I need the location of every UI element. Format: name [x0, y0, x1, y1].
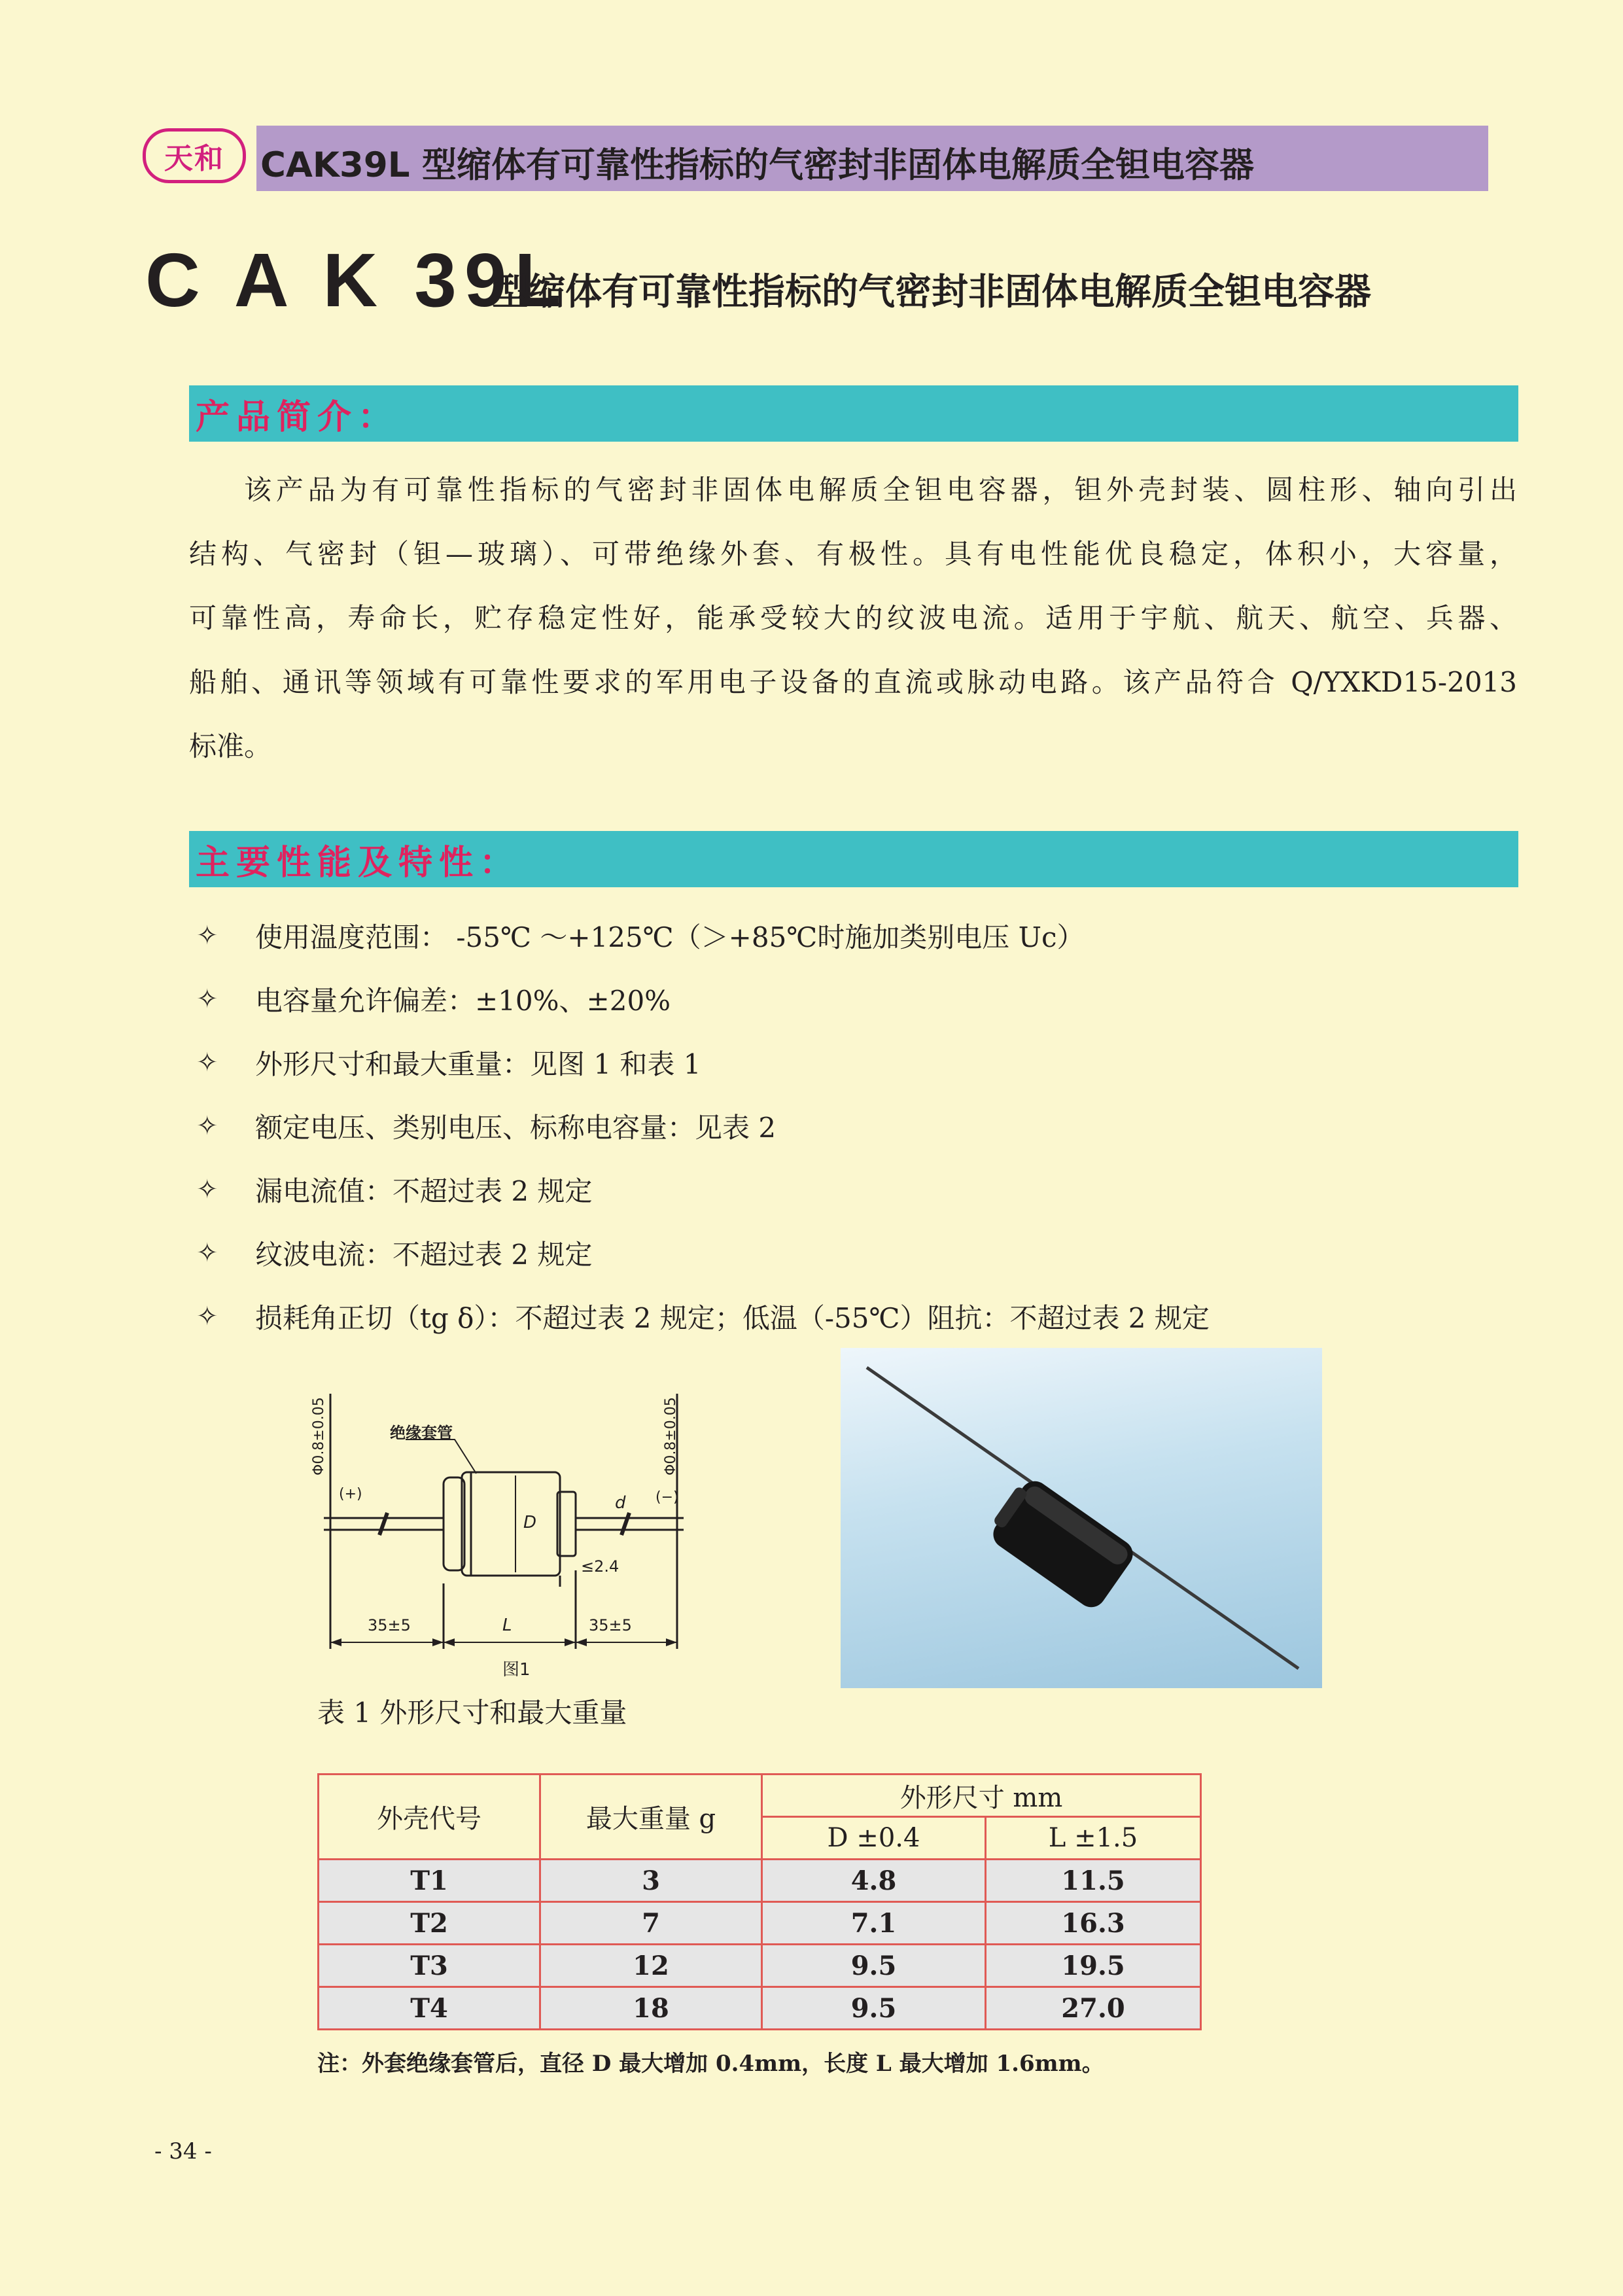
header-band-title: CAK39L 型缩体有可靠性指标的气密封非固体电解质全钽电容器: [260, 145, 1254, 185]
intro-paragraph: [189, 458, 1517, 779]
feature-item: ✧ 电容量允许偏差：±10%、±20%: [196, 984, 671, 1017]
table-row: T1 3 4.8 11.5: [319, 1860, 1201, 1902]
table-row: T4 18 9.5 27.0: [319, 1987, 1201, 2030]
figure-caption: 图1: [502, 1660, 531, 1680]
table-row: T3 12 9.5 19.5: [319, 1945, 1201, 1987]
features-heading: 主要性能及特性：: [196, 842, 521, 883]
product-title: 型缩体有可靠性指标的气密封非固体电解质全钽电容器: [492, 271, 1371, 313]
dimensions-table: [317, 1773, 1202, 2030]
intro-heading: 产品简介：: [196, 397, 399, 437]
table-row: T2 7 7.1 16.3: [319, 1902, 1201, 1945]
dimension-drawing: [307, 1368, 700, 1695]
lead-length-right: 35±5: [589, 1616, 632, 1634]
bullet-icon: ✧: [196, 1111, 218, 1141]
bullet-icon: ✧: [196, 1048, 218, 1078]
feature-item: ✧ 外形尺寸和最大重量：见图 1 和表 1: [196, 1048, 701, 1080]
intro-line: 船舶、通讯等领域有可靠性要求的军用电子设备的直流或脉动电路。该产品符合 Q/YXKD15-2013: [189, 666, 1517, 698]
gap-label: ≤2.4: [581, 1557, 620, 1576]
logo-text: 天和: [164, 142, 224, 175]
features-heading-band: [189, 831, 1518, 887]
negative-mark: (−): [655, 1489, 679, 1506]
lead-d-label: d: [615, 1493, 626, 1513]
bullet-icon: ✧: [196, 1174, 218, 1205]
lead-length-left: 35±5: [368, 1616, 411, 1634]
bullet-icon: ✧: [196, 921, 218, 951]
lead-diameter-left: Φ0.8±0.05: [311, 1397, 327, 1475]
bullet-icon: ✧: [196, 984, 218, 1014]
product-photo: [841, 1348, 1322, 1688]
bullet-icon: ✧: [196, 1238, 218, 1268]
intro-heading-band: [189, 385, 1518, 442]
header-weight: 最大重量 g: [540, 1775, 762, 1860]
intro-line: 可靠性高，寿命长，贮存稳定性好，能承受较大的纹波电流。适用于宇航、航天、航空、兵器、: [189, 602, 1517, 634]
header-dims: 外形尺寸 mm: [762, 1775, 1201, 1817]
capacitor-photo-illustration: [841, 1348, 1322, 1688]
intro-line: 标准。: [189, 730, 272, 762]
company-logo: [143, 128, 246, 183]
header-case: 外壳代号: [319, 1775, 540, 1860]
table1-note: 注：外套绝缘套管后，直径 D 最大增加 0.4mm，长度 L 最大增加 1.6mm。: [317, 2051, 1104, 2077]
feature-item: ✧ 损耗角正切（tg δ）：不超过表 2 规定；低温（-55℃）阻抗：不超过表 2 规定: [196, 1301, 1210, 1334]
sleeve-label: 绝缘套管: [390, 1424, 453, 1442]
feature-item: ✧ 纹波电流：不超过表 2 规定: [196, 1238, 593, 1271]
intro-line: 该产品为有可靠性指标的气密封非固体电解质全钽电容器，钽外壳封装、圆柱形、轴向引出: [244, 474, 1517, 506]
header-D: D ±0.4: [762, 1817, 986, 1860]
header-band: [256, 126, 1488, 191]
feature-item: ✧ 额定电压、类别电压、标称电容量：见表 2: [196, 1111, 777, 1144]
length-label: L: [502, 1616, 512, 1635]
intro-line: 结构、气密封（钽—玻璃）、可带绝缘外套、有极性。具有电性能优良稳定，体积小，大容量，: [189, 538, 1517, 570]
model-number: C A K 39L: [145, 238, 569, 323]
table1-caption: 表 1 外形尺寸和最大重量: [317, 1697, 627, 1729]
positive-mark: (+): [339, 1486, 362, 1502]
feature-item: ✧ 漏电流值：不超过表 2 规定: [196, 1174, 593, 1207]
lead-diameter-right: Φ0.8±0.05: [663, 1397, 679, 1475]
feature-item: ✧ 使用温度范围： -55℃ ～+125℃（＞+85℃时施加类别电压 Uc）: [196, 921, 1085, 953]
diameter-label: D: [523, 1513, 537, 1532]
header-L: L ±1.5: [986, 1817, 1201, 1860]
bullet-icon: ✧: [196, 1301, 218, 1332]
page-number: - 34 -: [154, 2138, 212, 2164]
